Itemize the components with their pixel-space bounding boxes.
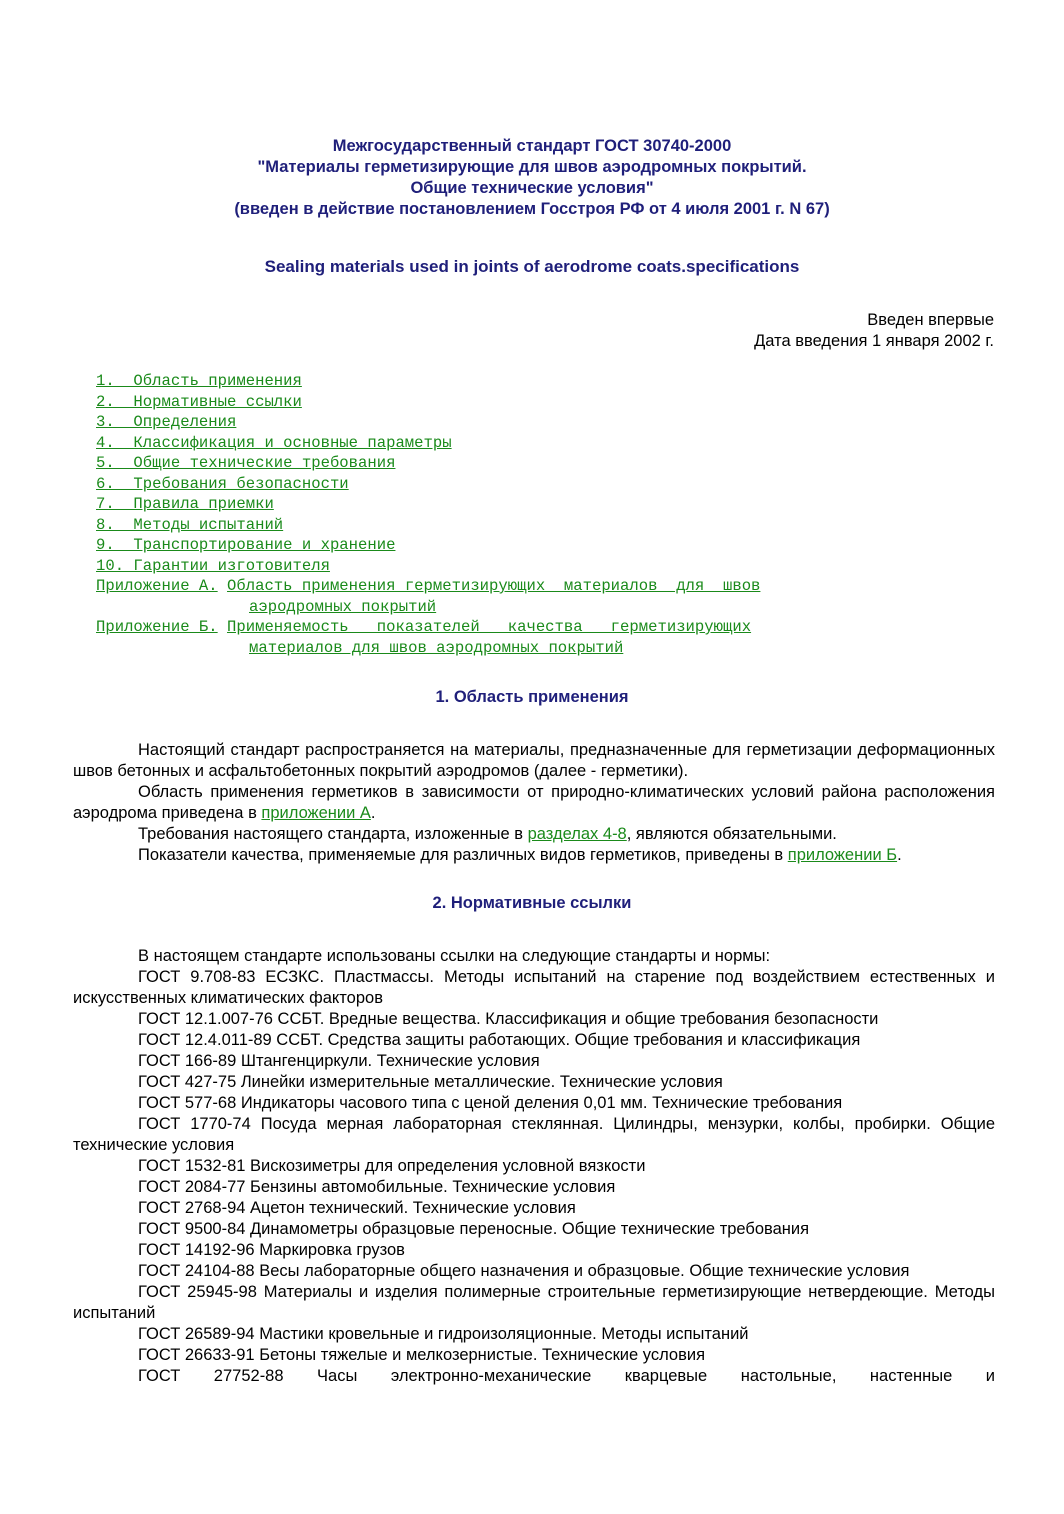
reference-item: ГОСТ 12.4.011-89 ССБТ. Средства защиты работающих. Общие требования и классификация <box>138 1031 861 1049</box>
reference-item: ГОСТ 14192-96 Маркировка грузов <box>138 1241 405 1259</box>
link-appendix-a[interactable]: приложении А <box>261 804 371 822</box>
section-1-paragraph-2 <box>73 782 995 824</box>
reference-item: ГОСТ 24104-88 Весы лабораторные общего назначения и образцовые. Общие технические условия <box>138 1262 910 1280</box>
toc-link-3[interactable]: 3. Определения <box>96 413 237 431</box>
section-1-body <box>73 740 995 866</box>
title-line-3: Общие технические условия" <box>410 179 654 197</box>
reference-item: ГОСТ 166-89 Штангенциркули. Технические условия <box>138 1052 540 1070</box>
toc-appendix-b[interactable] <box>96 617 760 638</box>
section-2-body <box>73 946 995 1387</box>
reference-item: ГОСТ 27752-88 Часы электронно-механические кварцевые настольные, настенные и <box>138 1367 995 1385</box>
link-sections-4-8[interactable]: разделах 4-8 <box>527 825 627 843</box>
toc-appendix-b-line1[interactable]: Применяемость показателей качества герметизирующих <box>227 618 752 636</box>
reference-item: ГОСТ 427-75 Линейки измерительные металлические. Технические условия <box>138 1073 723 1091</box>
title-line-4: (введен в действие постановлением Госстроя РФ от 4 июля 2001 г. N 67) <box>234 200 830 218</box>
paragraph-text: , являются обязательными. <box>626 825 837 843</box>
introduction-info <box>754 310 994 352</box>
paragraph-text: Область применения герметиков в зависимости от природно-климатических условий района расположения аэродрома приведена в <box>73 783 995 822</box>
reference-item: ГОСТ 2768-94 Ацетон технический. Технические условия <box>138 1199 576 1217</box>
reference-item: ГОСТ 9.708-83 ЕСЗКС. Пластмассы. Методы испытаний на старение под воздействием естественных и искусственных климатических факторов <box>73 968 995 1007</box>
toc-link-8[interactable]: 8. Методы испытаний <box>96 515 284 534</box>
toc-appendix-b-line2[interactable]: материалов для швов аэродромных покрытий <box>249 638 624 657</box>
toc-link-6[interactable]: 6. Требования безопасности <box>96 474 349 493</box>
toc-link-5[interactable]: 5. Общие технические требования <box>96 454 396 472</box>
section-1-paragraph-3 <box>73 824 995 845</box>
reference-item: ГОСТ 1532-81 Вискозиметры для определения условной вязкости <box>138 1157 646 1175</box>
toc-link-9[interactable]: 9. Транспортирование и хранение <box>96 536 396 554</box>
toc-link-10[interactable]: 10. Гарантии изготовителя <box>96 556 330 575</box>
introduction-date: Дата введения 1 января 2002 г. <box>754 332 994 350</box>
reference-item: ГОСТ 1770-74 Посуда мерная лабораторная стеклянная. Цилиндры, мензурки, колбы, пробирки. Общие технические условия <box>73 1115 995 1154</box>
introduced-first: Введен впервые <box>867 311 994 329</box>
toc-link-1[interactable]: 1. Область применения <box>96 372 302 390</box>
reference-item: ГОСТ 25945-98 Материалы и изделия полимерные строительные герметизирующие нетвердеющие. Методы испытаний <box>73 1283 995 1322</box>
link-appendix-b[interactable]: приложении Б <box>787 846 898 864</box>
paragraph-text: Требования настоящего стандарта, изложенные в <box>138 825 528 843</box>
section-2-intro: В настоящем стандарте использованы ссылки на следующие стандарты и нормы: <box>138 947 771 965</box>
title-line-1: Межгосударственный стандарт ГОСТ 30740-2000 <box>332 137 732 155</box>
paragraph-text: . <box>897 846 902 864</box>
section-2-heading: 2. Нормативные ссылки <box>432 894 632 912</box>
reference-item: ГОСТ 9500-84 Динамометры образцовые переносные. Общие технические требования <box>138 1220 810 1238</box>
toc-appendix-a-line2[interactable]: аэродромных покрытий <box>249 597 437 616</box>
reference-item: ГОСТ 577-68 Индикаторы часового типа с ценой деления 0,01 мм. Технические требования <box>138 1094 843 1112</box>
reference-item: ГОСТ 12.1.007-76 ССБТ. Вредные вещества. Классификация и общие требования безопасности <box>138 1010 879 1028</box>
section-1-heading: 1. Область применения <box>435 688 629 706</box>
table-of-contents <box>96 371 760 658</box>
title-line-2: "Материалы герметизирующие для швов аэродромных покрытий. <box>257 158 807 176</box>
paragraph-text: . <box>370 804 376 822</box>
toc-appendix-a[interactable] <box>96 576 760 597</box>
reference-item: ГОСТ 26633-91 Бетоны тяжелые и мелкозернистые. Технические условия <box>138 1346 706 1364</box>
toc-link-2[interactable]: 2. Нормативные ссылки <box>96 392 302 411</box>
document-title <box>0 136 1064 220</box>
reference-item: ГОСТ 26589-94 Мастики кровельные и гидроизоляционные. Методы испытаний <box>138 1325 749 1343</box>
toc-link-7[interactable]: 7. Правила приемки <box>96 495 274 513</box>
section-1-paragraph-4 <box>73 845 995 866</box>
toc-appendix-a-prefix[interactable]: Приложение А. <box>96 577 218 595</box>
toc-appendix-b-prefix[interactable]: Приложение Б. <box>96 618 218 636</box>
section-1-paragraph-1: Настоящий стандарт распространяется на материалы, предназначенные для герметизации деформационных швов бетонных и асфальтобетонных покрытий аэродромов (далее - герметики). <box>73 741 995 780</box>
reference-item: ГОСТ 2084-77 Бензины автомобильные. Технические условия <box>138 1178 616 1196</box>
toc-appendix-a-line1[interactable]: Область применения герметизирующих материалов для швов <box>227 577 761 595</box>
toc-link-4[interactable]: 4. Классификация и основные параметры <box>96 433 452 452</box>
paragraph-text: Показатели качества, применяемые для различных видов герметиков, приведены в <box>138 846 788 864</box>
english-title: Sealing materials used in joints of aerodrome coats.specifications <box>264 257 800 276</box>
